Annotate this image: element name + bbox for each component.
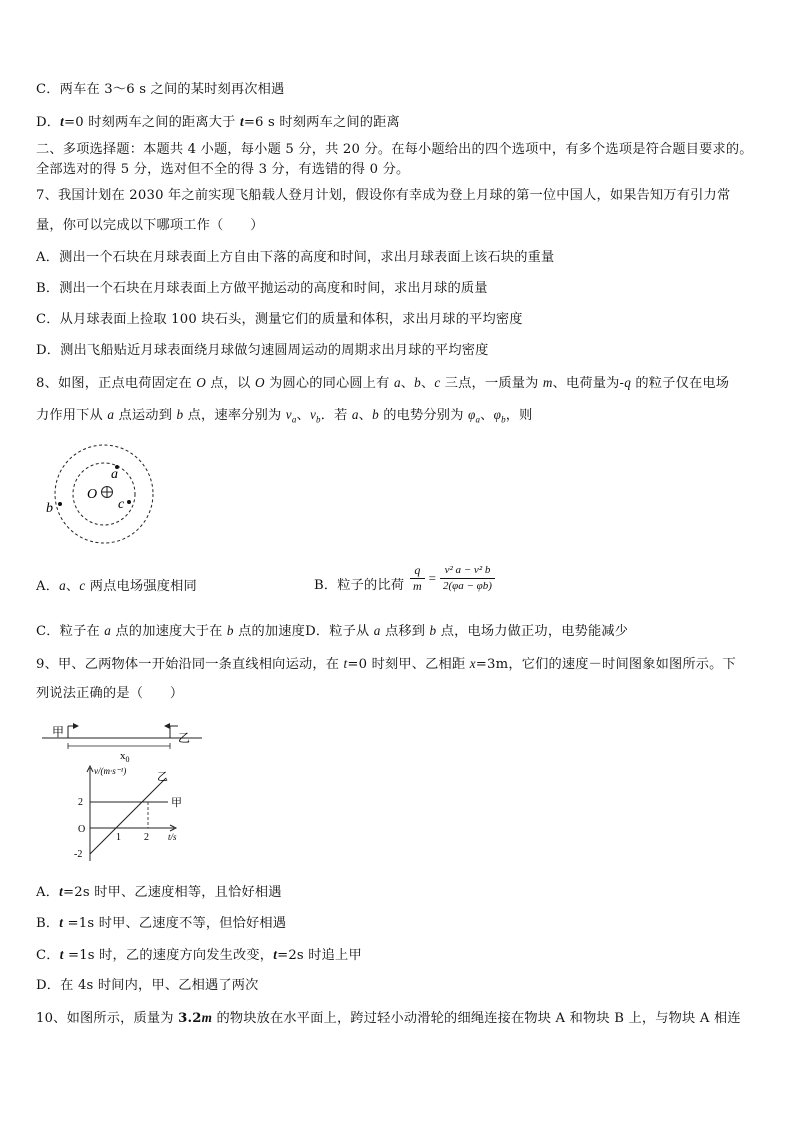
q7-option-c: C．从月球表面上捡取 100 块石头，测量它们的质量和体积，求出月球的平均密度 <box>36 312 523 327</box>
q9-stem-line1: 9、甲、乙两物体一开始沿同一条直线相向运动，在 t=0 时刻甲、乙相距 x=3m，它们的速度－时间图象如图所示。下 <box>36 656 736 672</box>
label-b: b <box>46 501 53 516</box>
q8-option-cd: C．粒子在 a 点的加速度大于在 b 点的加速度D．粒子从 a 点移到 b 点，电场力做正功，电势能减少 <box>36 623 629 639</box>
section-2-heading-line1: 二、多项选择题：本题共 4 小题，每小题 5 分，共 20 分。在每小题给出的四个选项中，有多个选项是符合题目要求的。 <box>36 142 753 157</box>
line-yi-label: 乙 <box>157 771 168 783</box>
q8-option-b: B．粒子的比荷 <box>314 578 405 593</box>
outer-dashed-circle <box>55 445 153 543</box>
q7-option-d: D．测出飞船贴近月球表面绕月球做匀速圆周运动的周期求出月球的平均密度 <box>36 343 489 358</box>
label-jia: 甲 <box>52 725 65 739</box>
q9-figure <box>38 716 208 866</box>
q6-option-d: D．t=0 时刻两车之间的距离大于 t=6 s 时刻两车之间的距离 <box>36 114 400 130</box>
line-yi <box>90 778 166 854</box>
q9-option-b: B．t =1s 时甲、乙速度不等，但恰好相遇 <box>36 915 287 931</box>
q6-option-c: C．两车在 3～6 s 之间的某时刻再次相遇 <box>36 82 285 97</box>
tick-minus2: -2 <box>74 849 83 860</box>
q8-concentric-circles-figure <box>40 440 164 550</box>
q9-option-c: C．t =1s 时，乙的速度方向发生改变，t=2s 时追上甲 <box>36 947 362 963</box>
t-axis-label: t/s <box>168 832 177 842</box>
inner-dashed-circle <box>73 463 135 525</box>
tick-x2: 2 <box>144 832 149 843</box>
label-yi: 乙 <box>178 731 191 745</box>
section-2-heading-line2: 全部选对的得 5 分，选对但不全的得 3 分，有选错的得 0 分。 <box>36 162 410 177</box>
q7-option-a: A．测出一个石块在月球表面上方自由下落的高度和时间，求出月球表面上该石块的重量 <box>36 250 555 265</box>
point-c <box>127 500 131 504</box>
label-c: c <box>118 497 125 512</box>
label-x0: $x_0$ <box>120 750 130 764</box>
v-axis-label: v/(m·s⁻¹) <box>94 766 127 776</box>
q9-option-d: D．在 4s 时间内，甲、乙相遇了两次 <box>36 978 259 993</box>
q8-stem-line1: 8、如图，正点电荷固定在 O 点，以 O 为圆心的同心圆上有 a、b、c 三点，一质量为 m、电荷量为-q 的粒子仅在电场 <box>36 375 730 391</box>
label-O: O <box>87 487 98 502</box>
q7-stem-line2: 量，你可以完成以下哪项工作（ ） <box>36 218 264 233</box>
point-b <box>58 502 62 506</box>
q7-option-b: B．测出一个石块在月球表面上方做平抛运动的高度和时间，求出月球的质量 <box>36 281 488 296</box>
q8-option-b-formula: $\frac{q}{m}$ = $\frac{\text{v² a − v² b}}{2(\varphi a - \varphi b)}$ <box>410 563 495 594</box>
tick-2: 2 <box>78 797 83 808</box>
line-jia-label: 甲 <box>171 797 182 809</box>
q8-option-a: A．a、c 两点电场强度相同 <box>36 578 197 594</box>
q9-stem-line2: 列说法正确的是（ ） <box>36 686 184 701</box>
q10-stem-line1: 10、如图所示，质量为 3.2m 的物块放在水平面上，跨过轻小动滑轮的细绳连接在物块 A 和物块 B 上，与物块 A 相连 <box>36 1010 741 1026</box>
q8-stem-line2: 力作用下从 a 点运动到 b 点，速率分别为 $v_a$、$v_b$．若 a、b 的电势分别为 $\varphi_a$、$\varphi_b$，则 <box>36 407 533 425</box>
q7-stem-line1: 7、我国计划在 2030 年之前实现飞船载人登月计划，假设你有幸成为登上月球的第一位中国人，如果告知万有引力常 <box>36 188 731 203</box>
q9-option-a: A．t=2s 时甲、乙速度相等，且恰好相遇 <box>36 884 282 900</box>
label-a: a <box>111 467 118 482</box>
tick-1: 1 <box>116 832 121 843</box>
origin-O: O <box>78 824 86 835</box>
